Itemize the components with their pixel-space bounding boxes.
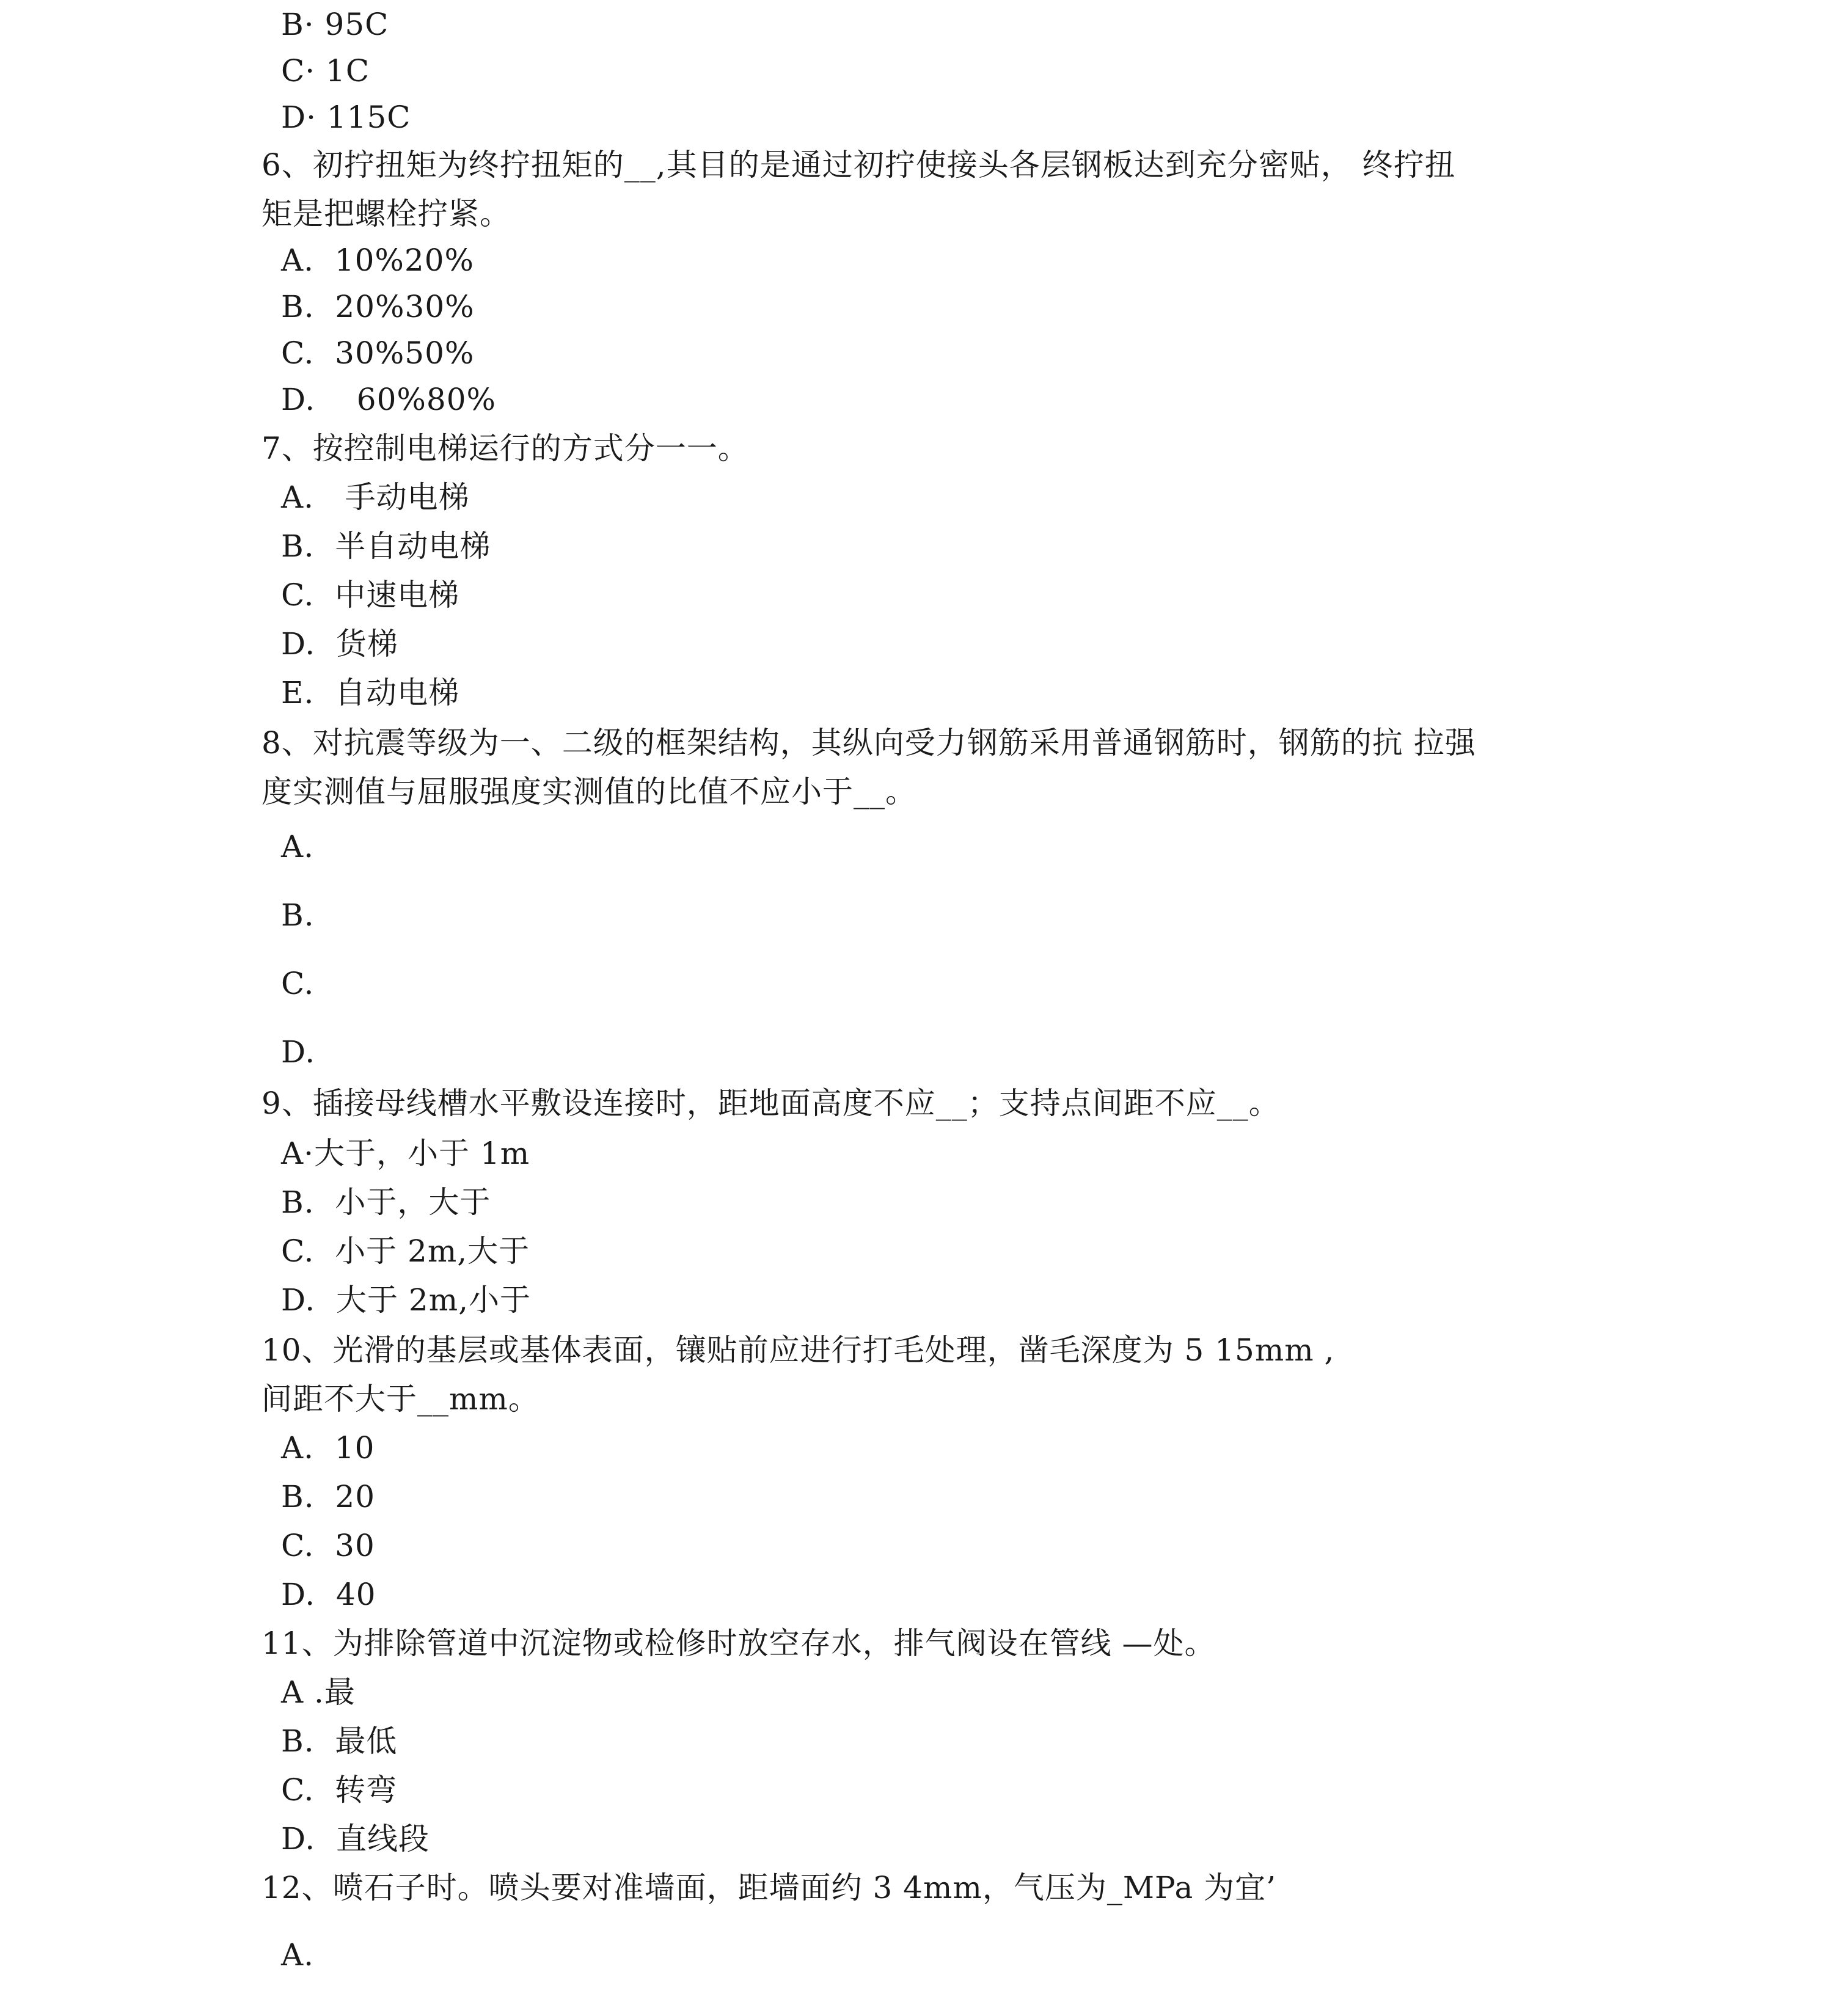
q10-text-line1: 10、光滑的基层或基体表面，镶贴前应进行打毛处理，凿毛深度为 5 15mm , — [261, 1332, 1335, 1368]
q6-option-c: C. 30%50% — [281, 335, 475, 371]
q11-option-c: C. 转弯 — [281, 1772, 398, 1808]
q8-option-b: B. — [281, 897, 315, 933]
q6-option-a: A. 10%20% — [281, 243, 475, 278]
q7-option-a: A. 手动电梯 — [281, 480, 470, 515]
q8-option-d: D. — [281, 1034, 316, 1070]
q6-text-line2: 矩是把螺栓拧紧。 — [261, 196, 511, 232]
q12-option-a: A. — [281, 1937, 315, 1973]
q7-option-c: C. 中速电梯 — [281, 577, 460, 613]
q6-option-b: B. 20%30% — [281, 289, 475, 324]
q8-option-a: A. — [281, 829, 315, 864]
q9-option-a: A·大于，小于 1m — [281, 1136, 530, 1171]
q10-option-b: B. 20 — [281, 1479, 376, 1514]
q9-option-d: D. 大于 2m,小于 — [281, 1282, 531, 1318]
q10-text-line2: 间距不大于__mm。 — [261, 1381, 539, 1417]
q6-option-d: D. 60%80% — [281, 382, 497, 417]
q11-option-b: B. 最低 — [281, 1723, 398, 1759]
q7-text: 7、按控制电梯运行的方式分一一。 — [261, 431, 749, 466]
q10-option-c: C. 30 — [281, 1528, 375, 1563]
q5-option-b: B· 95C — [281, 7, 389, 42]
q9-text: 9、插接母线槽水平敷设连接时，距地面高度不应__；支持点间距不应__。 — [261, 1086, 1280, 1121]
q6-text-line1: 6、初拧扭矩为终拧扭矩的__,其目的是通过初拧使接头各层钢板达到充分密贴， 终拧扭 — [261, 147, 1456, 183]
q7-option-b: B. 半自动电梯 — [281, 528, 491, 564]
q11-option-d: D. 直线段 — [281, 1821, 430, 1857]
q8-option-c: C. — [281, 966, 315, 1001]
q9-option-b: B. 小于，大于 — [281, 1185, 491, 1220]
q10-option-d: D. 40 — [281, 1577, 376, 1612]
q11-text: 11、为排除管道中沉淀物或检修时放空存水，排气阀设在管线 —处。 — [261, 1626, 1216, 1661]
q9-option-c: C. 小于 2m,大于 — [281, 1233, 530, 1269]
q5-option-c: C· 1C — [281, 53, 370, 89]
q7-option-e: E. 自动电梯 — [281, 675, 460, 710]
q11-option-a: A .最 — [281, 1675, 356, 1710]
q12-text: 12、喷石子时。喷头要对准墙面，距墙面约 3 4mm，气压为_MPa 为宜’ — [261, 1870, 1277, 1905]
q5-option-d: D· 115C — [281, 100, 411, 135]
q10-option-a: A. 10 — [281, 1430, 375, 1466]
q8-text-line2: 度实测值与屈服强度实测值的比值不应小于__。 — [261, 774, 916, 809]
q8-text-line1: 8、对抗震等级为一、二级的框架结构，其纵向受力钢筋采用普通钢筋时，钢筋的抗 拉强 — [261, 725, 1476, 761]
q7-option-d: D. 货梯 — [281, 626, 398, 662]
